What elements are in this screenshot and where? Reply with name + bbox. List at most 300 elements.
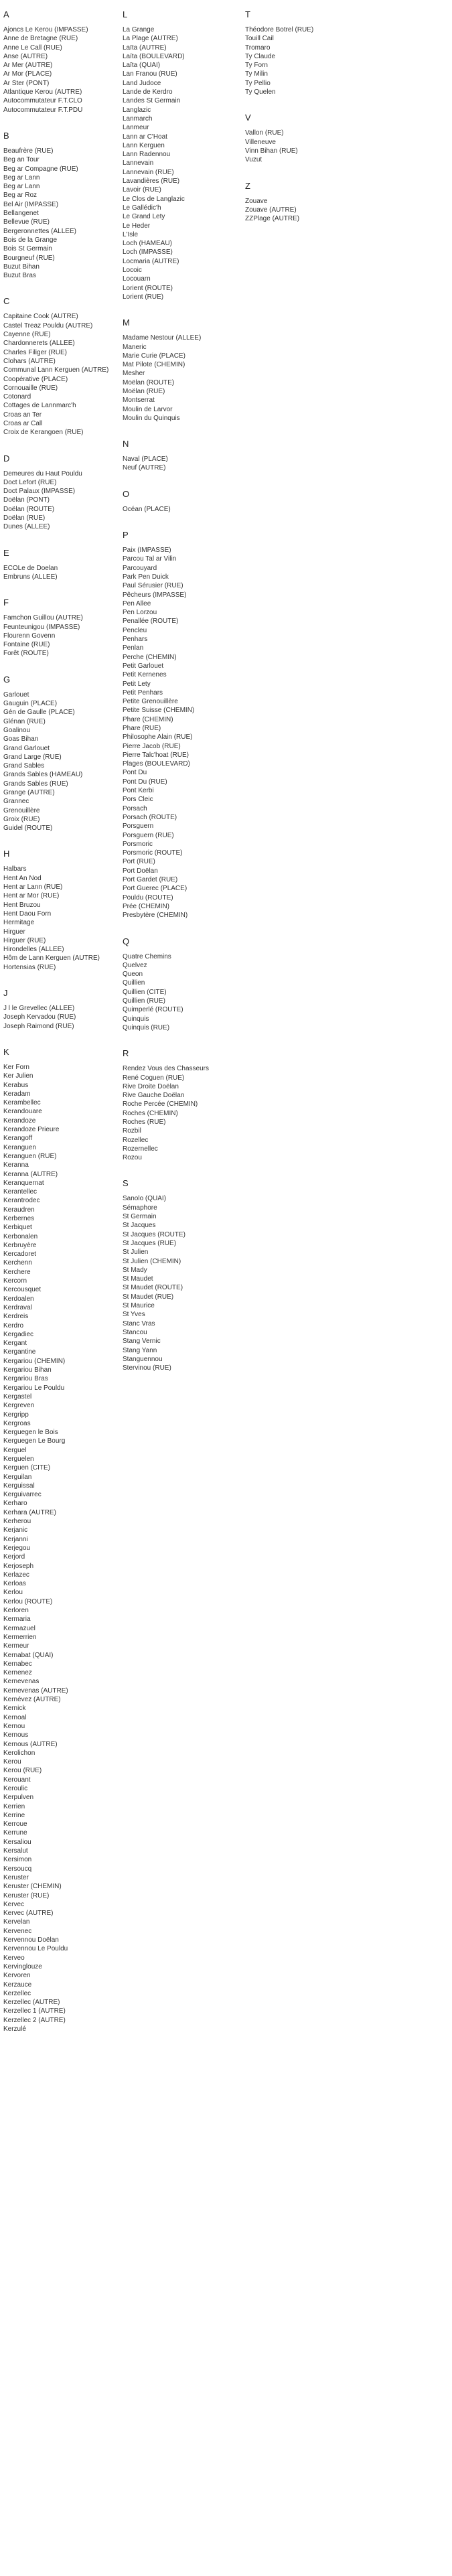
street-link[interactable]: Porsach bbox=[123, 804, 147, 812]
street-link[interactable]: Beg ar Roz bbox=[3, 192, 37, 200]
street-link[interactable]: Kerguelen bbox=[3, 1455, 34, 1463]
street-link[interactable]: Kervec (AUTRE) bbox=[3, 1910, 54, 1918]
street-link[interactable]: Kergariou (CHEMIN) bbox=[3, 1357, 66, 1365]
street-link[interactable]: Kerloas bbox=[3, 1580, 26, 1588]
street-link[interactable]: Villeneuve bbox=[245, 138, 276, 146]
street-link[interactable]: Kerandoze bbox=[3, 1117, 36, 1125]
street-link[interactable]: Paul Sérusier (RUE) bbox=[123, 582, 183, 590]
street-link[interactable]: Kerjegou bbox=[3, 1544, 31, 1552]
street-link[interactable]: Kerpulven bbox=[3, 1794, 34, 1802]
street-link[interactable]: Kerrine bbox=[3, 1811, 25, 1819]
street-link[interactable]: Cayenne (RUE) bbox=[3, 331, 51, 339]
street-link[interactable]: Hent ar Lann (RUE) bbox=[3, 883, 63, 891]
street-link[interactable]: St Julien bbox=[123, 1248, 149, 1257]
street-link[interactable]: Grange (AUTRE) bbox=[3, 789, 55, 796]
street-link[interactable]: Grenouillère bbox=[3, 806, 40, 814]
street-link[interactable]: Bellevue (RUE) bbox=[3, 218, 50, 226]
street-link[interactable]: Kerangoff bbox=[3, 1135, 33, 1143]
street-link[interactable]: Le Heder bbox=[123, 222, 151, 230]
street-link[interactable]: L'Isle bbox=[123, 230, 139, 238]
street-link[interactable]: Laïta (BOULEVARD) bbox=[123, 52, 185, 60]
street-link[interactable]: Plages (BOULEVARD) bbox=[123, 760, 190, 768]
street-link[interactable]: Kerguel bbox=[3, 1446, 27, 1454]
street-link[interactable]: Port Gardet (RUE) bbox=[123, 876, 178, 884]
street-link[interactable]: Penallée (ROUTE) bbox=[123, 618, 179, 626]
street-link[interactable]: Hirguer (RUE) bbox=[3, 936, 46, 944]
street-link[interactable]: Parcou Tal ar Vilin bbox=[123, 555, 177, 563]
street-link[interactable]: Lanmeur bbox=[123, 124, 149, 132]
street-link[interactable]: Kerlou bbox=[3, 1589, 23, 1597]
street-link[interactable]: Beg ar Compagne (RUE) bbox=[3, 165, 78, 173]
street-link[interactable]: Moulin de Larvor bbox=[123, 405, 173, 413]
street-link[interactable]: Kerdro bbox=[3, 1321, 24, 1330]
street-link[interactable]: Pont Du (RUE) bbox=[123, 778, 167, 786]
street-link[interactable]: Kermaria bbox=[3, 1616, 31, 1624]
street-link[interactable]: Kerzellec 1 (AUTRE) bbox=[3, 2007, 66, 2015]
street-link[interactable]: Hirondelles (ALLEE) bbox=[3, 946, 64, 954]
street-link[interactable]: Kerloren bbox=[3, 1607, 29, 1615]
street-link[interactable]: Stanguennou bbox=[123, 1355, 163, 1363]
street-link[interactable]: Kerou (RUE) bbox=[3, 1767, 42, 1775]
street-link[interactable]: Beg ar Lann bbox=[3, 183, 40, 191]
street-link[interactable]: Porsmoric bbox=[123, 840, 153, 848]
street-link[interactable]: Ajoncs Le Kerou (IMPASSE) bbox=[3, 26, 88, 33]
street-link[interactable]: Lann ar C'Hoat bbox=[123, 133, 167, 141]
street-link[interactable]: Rozellec bbox=[123, 1136, 149, 1144]
street-link[interactable]: Petit Kernenes bbox=[123, 671, 167, 679]
street-link[interactable]: Guidel (ROUTE) bbox=[3, 825, 53, 833]
street-link[interactable]: Lorient (RUE) bbox=[123, 293, 164, 301]
street-link[interactable]: Port Doëlan bbox=[123, 867, 158, 875]
street-link[interactable]: Kernou bbox=[3, 1722, 25, 1730]
street-link[interactable]: Océan (PLACE) bbox=[123, 505, 171, 513]
street-link[interactable]: Keroulic bbox=[3, 1784, 28, 1792]
street-link[interactable]: Bourgneuf (RUE) bbox=[3, 254, 55, 262]
street-link[interactable]: Cotonard bbox=[3, 393, 31, 401]
street-link[interactable]: Kerjoseph bbox=[3, 1562, 34, 1570]
street-link[interactable]: Kercadoret bbox=[3, 1250, 36, 1259]
street-link[interactable]: Kerbruyère bbox=[3, 1241, 37, 1249]
street-link[interactable]: St Maudet (RUE) bbox=[123, 1293, 174, 1301]
street-link[interactable]: Doct Palaux (IMPASSE) bbox=[3, 488, 76, 496]
street-link[interactable]: Glénan (RUE) bbox=[3, 717, 46, 725]
street-link[interactable]: St Jacques bbox=[123, 1222, 156, 1230]
street-link[interactable]: Kerzauce bbox=[3, 1981, 32, 1989]
street-link[interactable]: Kerouant bbox=[3, 1776, 31, 1784]
street-link[interactable]: Pont Du bbox=[123, 769, 147, 777]
street-link[interactable]: Forêt (ROUTE) bbox=[3, 650, 49, 658]
street-link[interactable]: Parcouyard bbox=[123, 564, 157, 572]
street-link[interactable]: Quelvez bbox=[123, 961, 147, 969]
street-link[interactable]: Keradam bbox=[3, 1090, 31, 1098]
street-link[interactable]: Phare (RUE) bbox=[123, 725, 161, 732]
street-link[interactable]: Doëlan (PONT) bbox=[3, 496, 50, 504]
street-link[interactable]: Perche (CHEMIN) bbox=[123, 653, 177, 661]
street-link[interactable]: Ar Mor (PLACE) bbox=[3, 70, 52, 78]
street-link[interactable]: Hermitage bbox=[3, 919, 35, 927]
street-link[interactable]: Anne Le Call (RUE) bbox=[3, 44, 62, 52]
street-link[interactable]: Bois de la Grange bbox=[3, 236, 58, 244]
street-link[interactable]: Beg an Tour bbox=[3, 156, 40, 164]
street-link[interactable]: Quatre Chemins bbox=[123, 952, 171, 960]
street-link[interactable]: Hent ar Mor (RUE) bbox=[3, 892, 60, 900]
street-link[interactable]: Croix de Kerangoen (RUE) bbox=[3, 429, 84, 437]
street-link[interactable]: La Grange bbox=[123, 26, 155, 33]
street-link[interactable]: Kerrune bbox=[3, 1829, 27, 1837]
street-link[interactable]: Kerolichon bbox=[3, 1749, 35, 1757]
street-link[interactable]: Kervenec bbox=[3, 1927, 32, 1935]
street-link[interactable]: Kerzellec (AUTRE) bbox=[3, 1999, 60, 2007]
street-link[interactable]: Goalinou bbox=[3, 726, 31, 734]
street-link[interactable]: Doct Lefort (RUE) bbox=[3, 478, 57, 486]
street-link[interactable]: Lavoir (RUE) bbox=[123, 186, 161, 194]
street-link[interactable]: Prée (CHEMIN) bbox=[123, 902, 170, 910]
street-link[interactable]: Pierre Talc'hoat (RUE) bbox=[123, 751, 189, 759]
street-link[interactable]: Kernous bbox=[3, 1731, 29, 1739]
street-link[interactable]: Zouave (AUTRE) bbox=[245, 206, 297, 214]
street-link[interactable]: St Jacques (ROUTE) bbox=[123, 1230, 185, 1238]
street-link[interactable]: Petite Suisse (CHEMIN) bbox=[123, 707, 195, 715]
street-link[interactable]: Pors Cleic bbox=[123, 796, 153, 804]
street-link[interactable]: Hent Bruzou bbox=[3, 901, 41, 909]
street-link[interactable]: Grand Large (RUE) bbox=[3, 753, 62, 761]
street-link[interactable]: Kersimon bbox=[3, 1856, 32, 1864]
street-link[interactable]: Fontaine (RUE) bbox=[3, 641, 50, 649]
street-link[interactable]: Croas an Ter bbox=[3, 411, 42, 419]
street-link[interactable]: Sémaphore bbox=[123, 1204, 157, 1212]
street-link[interactable]: Famchon Guillou (AUTRE) bbox=[3, 614, 83, 622]
street-link[interactable]: Quillien (CITE) bbox=[123, 988, 167, 996]
street-link[interactable]: Porsach (ROUTE) bbox=[123, 813, 177, 821]
street-link[interactable]: Vallon (RUE) bbox=[245, 129, 284, 137]
street-link[interactable]: Pouldu (ROUTE) bbox=[123, 893, 173, 902]
street-link[interactable]: Landes St Germain bbox=[123, 97, 181, 105]
street-link[interactable]: St Yves bbox=[123, 1311, 145, 1319]
street-link[interactable]: St Germain bbox=[123, 1213, 157, 1221]
street-link[interactable]: Kervelan bbox=[3, 1918, 30, 1926]
street-link[interactable]: Locmaria (AUTRE) bbox=[123, 257, 179, 265]
street-link[interactable]: Mesher bbox=[123, 370, 145, 378]
street-link[interactable]: Kergastel bbox=[3, 1392, 32, 1401]
street-link[interactable]: Quillien bbox=[123, 979, 145, 987]
street-link[interactable]: Ar Ster (PONT) bbox=[3, 79, 50, 87]
street-link[interactable]: Kermerrien bbox=[3, 1633, 37, 1641]
street-link[interactable]: Kersalut bbox=[3, 1847, 28, 1855]
street-link[interactable]: Kerroue bbox=[3, 1820, 27, 1829]
street-link[interactable]: Kerherou bbox=[3, 1518, 31, 1526]
street-link[interactable]: Ty Milin bbox=[245, 70, 268, 78]
street-link[interactable]: Kergariou Bras bbox=[3, 1375, 48, 1383]
street-link[interactable]: Bel Air (IMPASSE) bbox=[3, 200, 59, 208]
street-link[interactable]: Keranna (AUTRE) bbox=[3, 1170, 58, 1178]
street-link[interactable]: Anne de Bretagne (RUE) bbox=[3, 35, 78, 43]
street-link[interactable]: Ty Claude bbox=[245, 52, 276, 60]
street-link[interactable]: Stang Vernic bbox=[123, 1338, 161, 1346]
street-link[interactable]: Sanolo (QUAI) bbox=[123, 1195, 167, 1203]
street-link[interactable]: Kernévez (AUTRE) bbox=[3, 1696, 61, 1704]
street-link[interactable]: Bergeronnettes (ALLEE) bbox=[3, 227, 76, 235]
street-link[interactable]: Kerguen (CITE) bbox=[3, 1464, 51, 1472]
street-link[interactable]: Lann Kerguen bbox=[123, 141, 165, 149]
street-link[interactable]: Kerambellec bbox=[3, 1099, 41, 1107]
street-link[interactable]: Charles Filiger (RUE) bbox=[3, 348, 68, 356]
street-link[interactable]: Naval (PLACE) bbox=[123, 455, 168, 463]
street-link[interactable]: Dunes (ALLEE) bbox=[3, 523, 50, 531]
street-link[interactable]: Langlazic bbox=[123, 106, 151, 114]
street-link[interactable]: Quinquis bbox=[123, 1015, 149, 1023]
street-link[interactable]: Kergantine bbox=[3, 1348, 36, 1356]
street-link[interactable]: La Plage (AUTRE) bbox=[123, 35, 178, 43]
street-link[interactable]: Rendez Vous des Chasseurs bbox=[123, 1065, 209, 1073]
street-link[interactable]: Beg ar Lann bbox=[3, 173, 40, 182]
street-link[interactable]: Petit Lety bbox=[123, 680, 151, 688]
street-link[interactable]: Rive Droite Doëlan bbox=[123, 1082, 179, 1090]
street-link[interactable]: Kerguegen le Bois bbox=[3, 1429, 58, 1437]
street-link[interactable]: Kerveo bbox=[3, 1954, 25, 1962]
street-link[interactable]: Kervennou Le Pouldu bbox=[3, 1945, 68, 1953]
street-link[interactable]: ECOLe de Doelan bbox=[3, 564, 58, 572]
street-link[interactable]: Castel Treaz Pouldu (AUTRE) bbox=[3, 321, 93, 330]
street-link[interactable]: Touill Cail bbox=[245, 35, 274, 43]
street-link[interactable]: Kerjord bbox=[3, 1553, 25, 1561]
street-link[interactable]: Groix (RUE) bbox=[3, 815, 40, 823]
street-link[interactable]: Philosophe Alain (RUE) bbox=[123, 733, 193, 741]
street-link[interactable]: St Jacques (RUE) bbox=[123, 1239, 177, 1247]
street-link[interactable]: Kerchere bbox=[3, 1268, 31, 1276]
street-link[interactable]: Kerguissal bbox=[3, 1482, 35, 1490]
street-link[interactable]: Kervennou Doëlan bbox=[3, 1936, 59, 1944]
street-link[interactable]: ZZPlage (AUTRE) bbox=[245, 215, 300, 223]
street-link[interactable]: Roche Percée (CHEMIN) bbox=[123, 1100, 198, 1108]
street-link[interactable]: Kersoucq bbox=[3, 1865, 32, 1873]
street-link[interactable]: Locouarn bbox=[123, 275, 151, 283]
street-link[interactable]: Grands Sables (RUE) bbox=[3, 780, 68, 788]
street-link[interactable]: Pen Lorzou bbox=[123, 609, 157, 617]
street-link[interactable]: Kerguegen Le Bourg bbox=[3, 1437, 66, 1445]
street-link[interactable]: Kerantellec bbox=[3, 1188, 37, 1196]
street-link[interactable]: Kernabec bbox=[3, 1660, 32, 1668]
street-link[interactable]: Lanmarch bbox=[123, 115, 153, 123]
street-link[interactable]: Keranna bbox=[3, 1161, 29, 1169]
street-link[interactable]: Lorient (ROUTE) bbox=[123, 284, 173, 292]
street-link[interactable]: Madame Nestour (ALLEE) bbox=[123, 334, 202, 342]
street-link[interactable]: Queon bbox=[123, 971, 143, 979]
street-link[interactable]: Feunteunigou (IMPASSE) bbox=[3, 623, 80, 631]
street-link[interactable]: Tromaro bbox=[245, 44, 271, 52]
street-link[interactable]: Quimperlé (ROUTE) bbox=[123, 1006, 183, 1014]
street-link[interactable]: Penhars bbox=[123, 636, 148, 644]
street-link[interactable]: Kermazuel bbox=[3, 1624, 35, 1632]
street-link[interactable]: Demeures du Haut Pouldu bbox=[3, 470, 82, 478]
street-link[interactable]: Kerbiquet bbox=[3, 1224, 32, 1232]
street-link[interactable]: Lannevain (RUE) bbox=[123, 168, 174, 176]
street-link[interactable]: Kernick bbox=[3, 1705, 26, 1713]
street-link[interactable]: Petite Grenouillère bbox=[123, 698, 178, 706]
street-link[interactable]: St Maudet (ROUTE) bbox=[123, 1284, 183, 1292]
street-link[interactable]: Maneric bbox=[123, 343, 147, 351]
street-link[interactable]: Quillien (RUE) bbox=[123, 997, 165, 1005]
street-link[interactable]: Joseph Kervadou (RUE) bbox=[3, 1013, 76, 1021]
street-link[interactable]: Garlouet bbox=[3, 691, 29, 699]
street-link[interactable]: Kerbonalen bbox=[3, 1232, 38, 1240]
street-link[interactable]: Quinquis (RUE) bbox=[123, 1023, 170, 1031]
street-link[interactable]: J l le Grevellec (ALLEE) bbox=[3, 1005, 75, 1013]
street-link[interactable]: Bellangenet bbox=[3, 210, 39, 218]
street-link[interactable]: Montserrat bbox=[123, 397, 155, 405]
street-link[interactable]: Stancou bbox=[123, 1328, 147, 1336]
street-link[interactable]: Ar Mer (AUTRE) bbox=[3, 62, 53, 70]
street-link[interactable]: Kergroas bbox=[3, 1419, 31, 1427]
street-link[interactable]: Le Clos de Langlazic bbox=[123, 195, 185, 203]
street-link[interactable]: Rozbil bbox=[123, 1127, 141, 1135]
street-link[interactable]: Kerguilan bbox=[3, 1473, 32, 1481]
street-link[interactable]: Kerjanni bbox=[3, 1535, 28, 1543]
street-link[interactable]: Joseph Raimond (RUE) bbox=[3, 1022, 74, 1030]
street-link[interactable]: Keruster (RUE) bbox=[3, 1891, 50, 1900]
street-link[interactable]: Keranguen (RUE) bbox=[3, 1152, 57, 1160]
street-link[interactable]: Hent An Nod bbox=[3, 874, 42, 882]
street-link[interactable]: Coopérative (PLACE) bbox=[3, 375, 68, 383]
street-link[interactable]: Moëlan (ROUTE) bbox=[123, 378, 175, 386]
street-link[interactable]: Land Judoce bbox=[123, 79, 161, 87]
street-link[interactable]: Porsguern bbox=[123, 822, 154, 831]
street-link[interactable]: Beaufrère (RUE) bbox=[3, 147, 54, 155]
street-link[interactable]: Ker Julien bbox=[3, 1072, 33, 1080]
street-link[interactable]: Cottages de Lannmarc'h bbox=[3, 402, 76, 410]
street-link[interactable]: Kerguivarrec bbox=[3, 1491, 42, 1499]
street-link[interactable]: Kernevenas bbox=[3, 1678, 40, 1686]
street-link[interactable]: Marie Curie (PLACE) bbox=[123, 352, 185, 360]
street-link[interactable]: Kerbernes bbox=[3, 1214, 35, 1222]
street-link[interactable]: Flourenn Govenn bbox=[3, 632, 56, 640]
street-link[interactable]: Lann Radennou bbox=[123, 151, 171, 159]
street-link[interactable]: Kernous (AUTRE) bbox=[3, 1740, 58, 1748]
street-link[interactable]: Kerlazec bbox=[3, 1571, 29, 1579]
street-link[interactable]: Grand Sables bbox=[3, 762, 45, 770]
street-link[interactable]: St Maudet bbox=[123, 1275, 153, 1283]
street-link[interactable]: Kersaliou bbox=[3, 1838, 31, 1846]
street-link[interactable]: Gauguin (PLACE) bbox=[3, 700, 58, 708]
street-link[interactable]: Kervinglouze bbox=[3, 1962, 42, 1971]
street-link[interactable]: Laïta (QUAI) bbox=[123, 62, 161, 70]
street-link[interactable]: Locoic bbox=[123, 267, 142, 275]
street-link[interactable]: Porsmoric (ROUTE) bbox=[123, 849, 183, 857]
street-link[interactable]: Pierre Jacob (RUE) bbox=[123, 742, 181, 750]
street-link[interactable]: Keraudren bbox=[3, 1206, 35, 1214]
street-link[interactable]: Porsguern (RUE) bbox=[123, 831, 174, 839]
street-link[interactable]: Port Guerec (PLACE) bbox=[123, 885, 187, 893]
street-link[interactable]: Grand Garlouet bbox=[3, 744, 50, 752]
street-link[interactable]: Kergripp bbox=[3, 1411, 29, 1419]
street-link[interactable]: Lan Franou (RUE) bbox=[123, 70, 177, 78]
street-link[interactable]: Ty Pellio bbox=[245, 79, 271, 87]
street-link[interactable]: St Maurice bbox=[123, 1302, 155, 1310]
street-link[interactable]: Keruster (CHEMIN) bbox=[3, 1883, 62, 1891]
street-link[interactable]: Kercousquet bbox=[3, 1286, 42, 1294]
street-link[interactable]: Stang Yann bbox=[123, 1346, 157, 1354]
street-link[interactable]: Ker Forn bbox=[3, 1063, 29, 1071]
street-link[interactable]: Kernevenas (AUTRE) bbox=[3, 1687, 68, 1695]
street-link[interactable]: Atlantique Kerou (AUTRE) bbox=[3, 88, 82, 96]
street-link[interactable]: Roches (RUE) bbox=[123, 1118, 166, 1126]
street-link[interactable]: Cornouaille (RUE) bbox=[3, 384, 58, 392]
street-link[interactable]: Moëlan (RUE) bbox=[123, 387, 165, 395]
street-link[interactable]: Croas ar Call bbox=[3, 419, 43, 427]
street-link[interactable]: Kermeur bbox=[3, 1642, 29, 1650]
street-link[interactable]: Keranguen bbox=[3, 1143, 36, 1151]
street-link[interactable]: Kernenez bbox=[3, 1669, 32, 1677]
street-link[interactable]: Kergariou Le Pouldu bbox=[3, 1384, 65, 1392]
street-link[interactable]: Kergadiec bbox=[3, 1330, 34, 1338]
street-link[interactable]: Kerchenn bbox=[3, 1259, 32, 1267]
street-link[interactable]: Kerandouare bbox=[3, 1108, 42, 1116]
street-link[interactable]: Lavandières (RUE) bbox=[123, 177, 180, 186]
street-link[interactable]: Hirguer bbox=[3, 928, 25, 936]
street-link[interactable]: Kerjanic bbox=[3, 1526, 28, 1534]
street-link[interactable]: Kerlou (ROUTE) bbox=[3, 1597, 53, 1605]
street-link[interactable]: Kerzellec bbox=[3, 1989, 31, 1997]
street-link[interactable]: Kercorn bbox=[3, 1277, 27, 1285]
street-link[interactable]: Ty Quelen bbox=[245, 88, 276, 96]
street-link[interactable]: Kerandoze Prieure bbox=[3, 1126, 60, 1134]
street-link[interactable]: Kernabat (QUAI) bbox=[3, 1651, 54, 1659]
street-link[interactable]: Kerharo bbox=[3, 1500, 27, 1508]
street-link[interactable]: Phare (CHEMIN) bbox=[123, 715, 173, 723]
street-link[interactable]: Kerdraval bbox=[3, 1303, 32, 1311]
street-link[interactable]: Petit Garlouet bbox=[123, 662, 164, 670]
street-link[interactable]: Théodore Botrel (RUE) bbox=[245, 26, 314, 33]
street-link[interactable]: Hôm de Lann Kerguen (AUTRE) bbox=[3, 954, 100, 962]
street-link[interactable]: Roches (CHEMIN) bbox=[123, 1109, 178, 1117]
street-link[interactable]: Mat Pilote (CHEMIN) bbox=[123, 361, 185, 369]
street-link[interactable]: Ty Forn bbox=[245, 62, 268, 70]
street-link[interactable]: Grands Sables (HAMEAU) bbox=[3, 771, 83, 779]
street-link[interactable]: Rozernellec bbox=[123, 1145, 158, 1153]
street-link[interactable]: Rive Gauche Doëlan bbox=[123, 1092, 185, 1100]
street-link[interactable]: Kervec bbox=[3, 1900, 25, 1908]
street-link[interactable]: Hortensias (RUE) bbox=[3, 963, 56, 971]
street-link[interactable]: Autocommutateur F.T.CLO bbox=[3, 97, 82, 105]
street-link[interactable]: Stervinou (RUE) bbox=[123, 1364, 171, 1372]
street-link[interactable]: Kerou bbox=[3, 1758, 21, 1766]
street-link[interactable]: Pêcheurs (IMPASSE) bbox=[123, 591, 187, 599]
street-link[interactable]: Kergariou Bihan bbox=[3, 1366, 52, 1374]
street-link[interactable]: Kergreven bbox=[3, 1402, 35, 1410]
street-link[interactable]: Kerrien bbox=[3, 1802, 25, 1810]
street-link[interactable]: Rozou bbox=[123, 1154, 142, 1162]
street-link[interactable]: Penlan bbox=[123, 644, 144, 652]
street-link[interactable]: Hent Daou Forn bbox=[3, 910, 52, 918]
street-link[interactable]: Vinn Bihan (RUE) bbox=[245, 147, 298, 155]
street-link[interactable]: Grannec bbox=[3, 798, 29, 806]
street-link[interactable]: Lannevain bbox=[123, 159, 154, 167]
street-link[interactable]: Buzut Bihan bbox=[3, 263, 40, 271]
street-link[interactable]: Communal Lann Kerguen (AUTRE) bbox=[3, 366, 109, 374]
street-link[interactable]: Le Grand Lety bbox=[123, 213, 165, 221]
street-link[interactable]: René Coguen (RUE) bbox=[123, 1074, 185, 1082]
street-link[interactable]: Kerdoalen bbox=[3, 1295, 34, 1303]
street-link[interactable]: Loch (IMPASSE) bbox=[123, 248, 173, 257]
street-link[interactable]: Kerantrodec bbox=[3, 1197, 40, 1205]
street-link[interactable]: Lande de Kerdro bbox=[123, 88, 173, 96]
street-link[interactable]: Gén de Gaulle (PLACE) bbox=[3, 709, 75, 717]
street-link[interactable]: Kerhara (AUTRE) bbox=[3, 1508, 56, 1516]
street-link[interactable]: Kergant bbox=[3, 1340, 27, 1348]
street-link[interactable]: Kervoren bbox=[3, 1972, 31, 1980]
street-link[interactable]: Bois St Germain bbox=[3, 245, 52, 253]
street-link[interactable]: Stanc Vras bbox=[123, 1319, 155, 1328]
street-link[interactable]: St Mady bbox=[123, 1266, 147, 1274]
